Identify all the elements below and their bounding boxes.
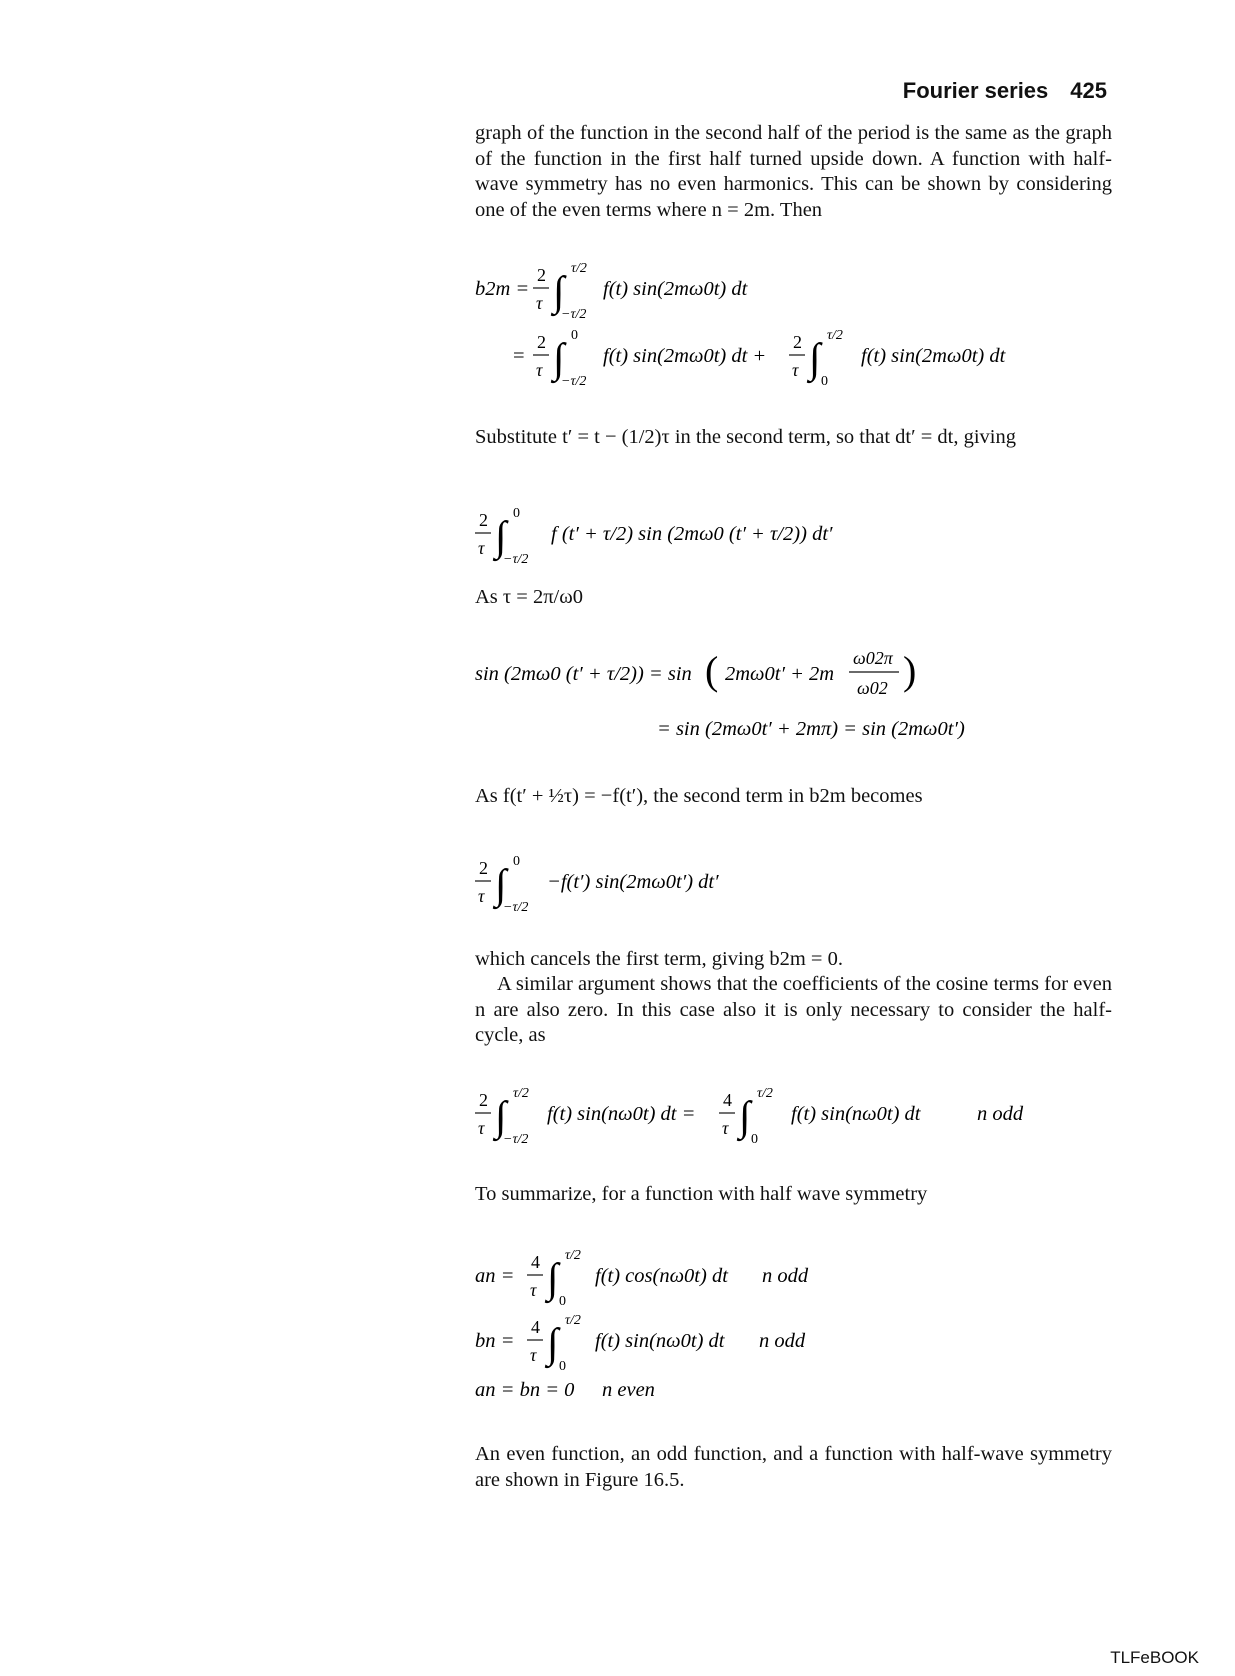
eq5-cond: n odd (977, 1103, 1024, 1125)
eq5-frac2-den: τ (722, 1118, 729, 1138)
integral-sign: ∫ (553, 269, 565, 315)
paragraph-summarize: To summarize, for a function with half wave symmetry (475, 1183, 928, 1205)
eq1-frac-num: 2 (537, 265, 546, 285)
equation-substitution-svg (475, 500, 1075, 580)
eq5-frac-den: τ (478, 1118, 485, 1138)
eq1-frac3-num: 2 (793, 332, 802, 352)
eq1-frac2-den: τ (536, 360, 543, 380)
eq1-line1: f(t) sin(2mω0t) dt (603, 278, 748, 300)
integral-sign: ∫ (809, 336, 821, 382)
eq1-upper2: 0 (571, 328, 578, 343)
eq1-lhs: b2m = (475, 278, 530, 300)
integral-sign: ∫ (553, 336, 565, 382)
paragraph-intro: graph of the function in the second half of the period is the same as the graph of the function in the first half turned upside down. A function with half-wave symmetry has no even harmonics. This can be shown by considering one of the even terms where n = 2m. Then (475, 122, 1112, 221)
integral-sign: ∫ (547, 1321, 559, 1367)
eq5-b: f(t) sin(nω0t) dt (791, 1103, 921, 1125)
paren-left: ( (705, 648, 719, 693)
paragraph-second-term: As f(t′ + ½τ) = −f(t′), the second term in b2m becomes (475, 785, 923, 807)
integral-sign: ∫ (495, 1094, 507, 1140)
eq6-bn-int: f(t) sin(nω0t) dt (595, 1330, 725, 1352)
equation-half-cycle (475, 1080, 1095, 1166)
eq6-frac-b-den: τ (530, 1345, 537, 1365)
eq2-upper: 0 (513, 506, 520, 521)
eq1-lower2: −τ/2 (561, 374, 587, 389)
eq3-frac-den: ω02 (857, 678, 888, 698)
eq1-upper: τ/2 (571, 261, 587, 276)
eq5-upper: τ/2 (513, 1086, 529, 1101)
eq1-frac3-den: τ (792, 360, 799, 380)
eq3-line2: = sin (2mω0t′ + 2mπ) = sin (2mω0t′) (657, 718, 965, 740)
eq1-upper3: τ/2 (827, 328, 843, 343)
equation-summary-svg (475, 1238, 895, 1418)
eq5-a: f(t) sin(nω0t) dt = (547, 1103, 696, 1125)
eq6-an-lhs: an = (475, 1265, 515, 1287)
eq2-frac-den: τ (478, 538, 485, 558)
eq6-zero: an = bn = 0 (475, 1379, 575, 1401)
running-header (903, 78, 1107, 104)
integral-sign: ∫ (739, 1094, 751, 1140)
eq1-frac-den: τ (536, 293, 543, 313)
eq1-line2a: f(t) sin(2mω0t) dt + (603, 345, 767, 367)
equation-summary (475, 1238, 895, 1424)
equation-substitution (475, 500, 1075, 586)
eq1-lower3: 0 (821, 374, 828, 389)
eq2-lower: −τ/2 (503, 552, 529, 567)
eq6-frac-b-num: 4 (531, 1317, 540, 1337)
eq1-lower: −τ/2 (561, 307, 587, 322)
eq4-lower: −τ/2 (503, 900, 529, 915)
eq1-line2b: f(t) sin(2mω0t) dt (861, 345, 1006, 367)
equation-negated-term (475, 848, 875, 934)
paragraph-tau: As τ = 2π/ω0 (475, 586, 583, 608)
integral-sign: ∫ (547, 1256, 559, 1302)
eq4-body: −f(t′) sin(2mω0t′) dt′ (547, 871, 719, 893)
eq5-frac2-num: 4 (723, 1090, 732, 1110)
eq5-lower2: 0 (751, 1132, 758, 1147)
eq3-frac-num: ω02π (853, 648, 893, 668)
eq4-frac-den: τ (478, 886, 485, 906)
eq1-frac2-num: 2 (537, 332, 546, 352)
page-number: 425 (1070, 78, 1107, 103)
paragraph-similar-argument: A similar argument shows that the coefficients of the cosine terms for even n are also zero. In this case also it is only necessary to consider the half-cycle, as (475, 973, 1112, 1046)
equation-half-cycle-svg (475, 1080, 1095, 1160)
eq5-lower: −τ/2 (503, 1132, 529, 1147)
paren-right: ) (903, 648, 917, 693)
eq6-zero-cond: n even (602, 1379, 655, 1401)
eq3-line1-lhs: sin (2mω0 (t′ + τ/2)) = sin (475, 663, 692, 685)
equation-b2m (475, 255, 1075, 401)
eq6-b-upper: τ/2 (565, 1313, 581, 1328)
eq3-line1-rhs: 2mω0t′ + 2m (725, 663, 835, 685)
eq6-bn-lhs: bn = (475, 1330, 515, 1352)
eq2-frac-num: 2 (479, 510, 488, 530)
equation-negated-term-svg (475, 848, 875, 928)
eq5-upper2: τ/2 (757, 1086, 773, 1101)
section-title: Fourier series (902, 78, 1049, 103)
eq6-a-lower: 0 (559, 1294, 566, 1309)
eq4-upper: 0 (513, 854, 520, 869)
eq5-frac-num: 2 (479, 1090, 488, 1110)
paragraph-cancels: which cancels the first term, giving b2m = 0. (475, 948, 843, 970)
integral-sign: ∫ (495, 514, 507, 560)
paragraph-substitute: Substitute t′ = t − (1/2)τ in the second term, so that dt′ = dt, giving (475, 426, 1016, 448)
equation-sine-identity (475, 650, 1095, 766)
paragraph-figure-ref: An even function, an odd function, and a function with half-wave symmetry are shown in Figure 16.5. (475, 1443, 1112, 1491)
equation-b2m-svg (475, 255, 1075, 395)
eq4-frac-num: 2 (479, 858, 488, 878)
eq6-frac-a-den: τ (530, 1280, 537, 1300)
eq6-frac-a-num: 4 (531, 1252, 540, 1272)
eq6-b-lower: 0 (559, 1359, 566, 1374)
equation-sine-identity-svg (475, 650, 1095, 760)
eq6-bn-cond: n odd (759, 1330, 806, 1352)
eq6-an-int: f(t) cos(nω0t) dt (595, 1265, 728, 1287)
eq6-an-cond: n odd (762, 1265, 809, 1287)
eq6-a-upper: τ/2 (565, 1248, 581, 1263)
footer-watermark: TLFeBOOK (1110, 1648, 1199, 1667)
eq2-body: f (t′ + τ/2) sin (2mω0 (t′ + τ/2)) dt′ (551, 523, 833, 545)
integral-sign: ∫ (495, 862, 507, 908)
eq1-eq: = (513, 345, 525, 367)
